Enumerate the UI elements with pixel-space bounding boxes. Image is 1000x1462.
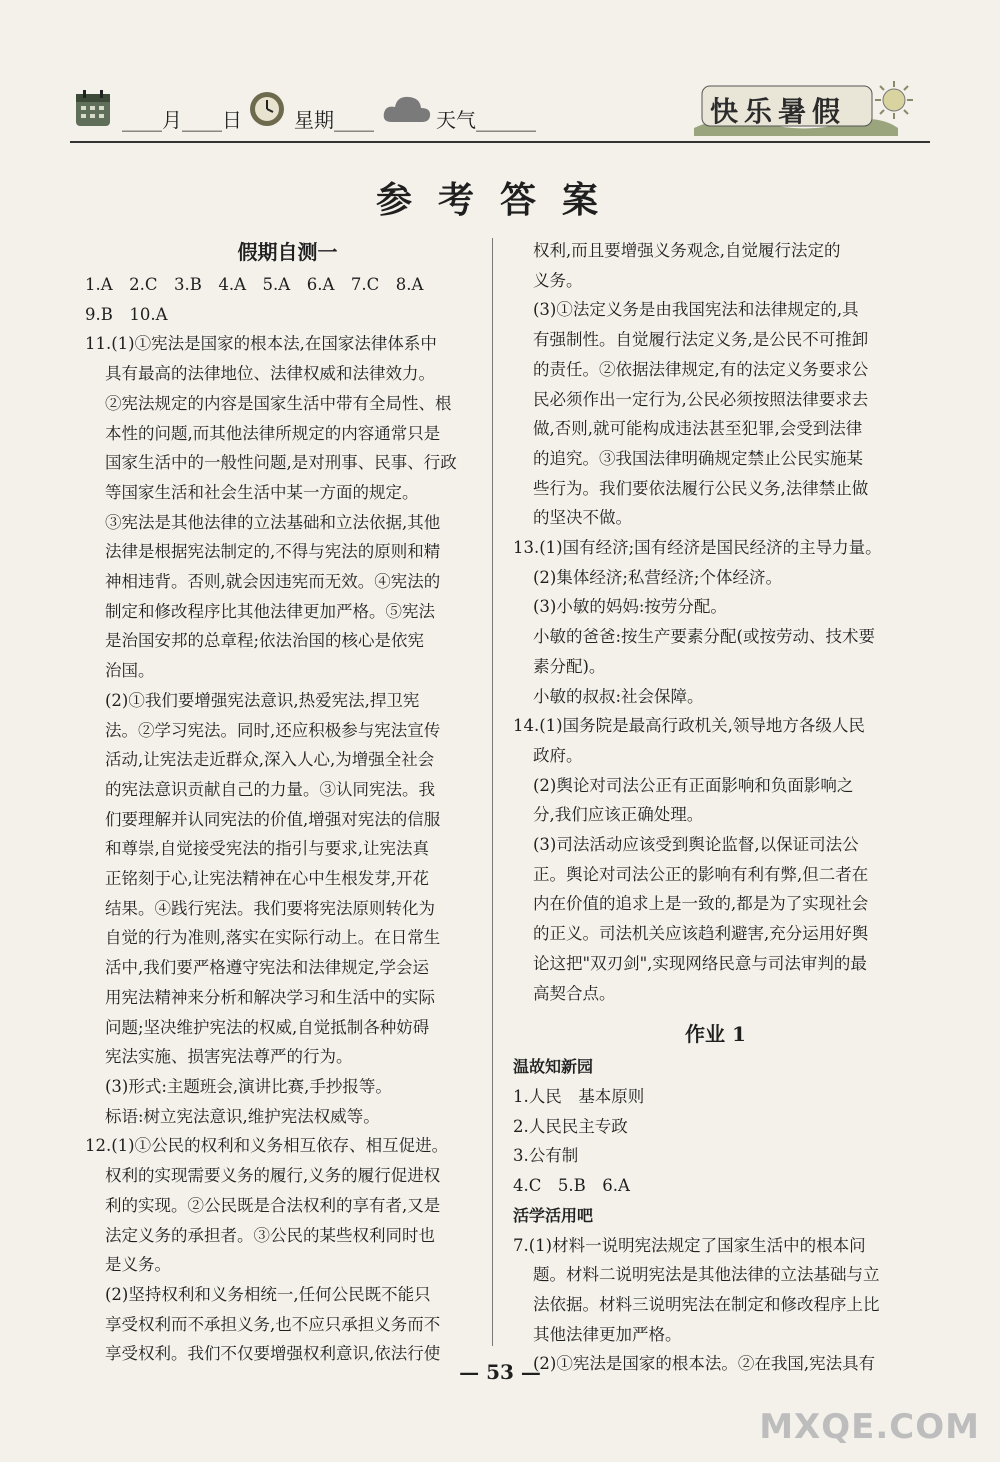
answer-line: 制定和修改程序比其他法律更加严格。⑤宪法: [105, 601, 435, 621]
answer-line: 自觉的行为准则,落实在实际行动上。在日常生: [105, 928, 441, 948]
answer-line: 的坚决不做。: [533, 508, 632, 528]
answer-line: (3)司法活动应该受到舆论监督,以保证司法公: [533, 835, 859, 855]
answer-line: 法。②学习宪法。同时,还应积极参与宪法宣传: [105, 720, 441, 740]
answer-line: 是义务。: [105, 1255, 171, 1275]
answer-line: 神相违背。否则,就会因违宪而无效。④宪法的: [105, 572, 441, 592]
month-day-field: ____月____日: [122, 108, 242, 132]
answer-line: 12.(1)①公民的权利和义务相互依存、相互促进。: [85, 1136, 449, 1156]
site-watermark: MXQE.COM: [759, 1407, 980, 1447]
answer-line: 和尊崇,自觉接受宪法的指引与要求,让宪法真: [105, 839, 429, 859]
answer-line: 7.(1)材料一说明宪法规定了国家生活中的根本问: [513, 1235, 866, 1255]
answer-line: 享受权利。我们不仅要增强权利意识,依法行使: [105, 1344, 441, 1364]
answer-line: 1.人民 基本原则: [513, 1086, 645, 1106]
answer-line: (2)①宪法是国家的根本法。②在我国,宪法具有: [533, 1354, 876, 1374]
weather-field: 天气______: [436, 108, 536, 132]
answer-line: 11.(1)①宪法是国家的根本法,在国家法律体系中: [85, 334, 437, 354]
left-column: [85, 236, 490, 1369]
answer-line: 用宪法精神来分析和解决学习和生活中的实际: [105, 987, 435, 1007]
answer-line: 国家生活中的一般性问题,是对刑事、民事、行政: [105, 453, 457, 473]
answer-line: 标语:树立宪法意识,维护宪法权威等。: [105, 1106, 380, 1126]
page-number: — 53 —: [459, 1360, 541, 1384]
right-column: [513, 236, 918, 1379]
answer-line: 论这把"双刃剑",实现网络民意与司法审判的最: [533, 953, 867, 973]
answer-line: 的正义。司法机关应该趋利避害,充分运用好舆: [533, 924, 869, 944]
cloud-icon: [382, 92, 432, 126]
answer-line: 其他法律更加严格。: [533, 1324, 682, 1344]
answer-line: 做,否则,就可能构成违法甚至犯罪,会受到法律: [533, 419, 863, 439]
calendar-icon: [74, 88, 112, 128]
answer-line: 高契合点。: [533, 983, 616, 1003]
weekday-field: 星期____: [294, 108, 374, 132]
answer-line: 等国家生活和社会生活中某一方面的规定。: [105, 482, 419, 502]
answer-line: 利的实现。②公民既是合法权利的享有者,又是: [105, 1195, 441, 1215]
answer-line: 权利,而且要增强义务观念,自觉履行法定的: [533, 241, 841, 260]
answer-line: 9.B 10.A: [85, 304, 168, 324]
answer-line: (2)坚持权利和义务相统一,任何公民既不能只: [105, 1284, 431, 1304]
answer-line: 的责任。②依据法律规定,有的法定义务要求公: [533, 359, 869, 379]
answer-line: 有强制性。自觉履行法定义务,是公民不可推卸: [533, 330, 869, 350]
answer-line: 法定义务的承担者。③公民的某些权利同时也: [105, 1225, 435, 1245]
answer-line: 正铭刻于心,让宪法精神在心中生根发芽,开花: [105, 869, 429, 889]
answer-line: (2)集体经济;私营经济;个体经济。: [533, 567, 782, 587]
right-answer-lines-a: [513, 236, 918, 1008]
answer-line: 本性的问题,而其他法律所规定的内容通常只是: [105, 423, 441, 443]
badge-text: 快乐暑假: [710, 95, 847, 128]
answer-line: 小敏的爸爸:按生产要素分配(或按劳动、技术要: [533, 627, 875, 647]
answer-line: 些行为。我们要依法履行公民义务,法律禁止做: [533, 478, 869, 498]
section-title-homework-1: 作业 1: [685, 1022, 746, 1047]
answer-line: 素分配)。: [533, 656, 606, 676]
sun-icon: [874, 80, 914, 120]
answer-line: 的宪法意识贡献自己的力量。③认同宪法。我: [105, 779, 435, 799]
holiday-badge: [688, 80, 913, 136]
subsection-practice: 活学活用吧: [513, 1205, 594, 1225]
answer-line: 宪法实施、损害宪法尊严的行为。: [105, 1047, 353, 1067]
answer-line: 分,我们应该正确处理。: [533, 805, 704, 825]
answer-line: 享受权利而不承担义务,也不应只承担义务而不: [105, 1314, 441, 1334]
answer-line: 民必须作出一定行为,公民必须按照法律要求去: [533, 389, 869, 409]
answer-line: 活中,我们要严格遵守宪法和法律规定,学会运: [105, 958, 429, 978]
answer-line: 政府。: [533, 745, 583, 765]
answer-line: ②宪法规定的内容是国家生活中带有全局性、根: [105, 393, 452, 413]
answer-line: 义务。: [533, 270, 583, 290]
answer-line: 法依据。材料三说明宪法在制定和修改程序上比: [533, 1294, 880, 1314]
answer-line: 内在价值的追求上是一致的,都是为了实现社会: [533, 894, 869, 914]
answer-line: 13.(1)国有经济;国有经济是国民经济的主导力量。: [513, 538, 882, 558]
clock-icon: [248, 90, 286, 128]
answer-line: 们要理解并认同宪法的价值,增强对宪法的信服: [105, 809, 441, 829]
answer-line: 问题;坚决维护宪法的权威,自觉抵制各种妨碍: [105, 1017, 430, 1037]
page-title: 参考答案: [375, 179, 624, 221]
answer-line: (2)舆论对司法公正有正面影响和负面影响之: [533, 775, 854, 795]
answer-line: (3)小敏的妈妈:按劳分配。: [533, 597, 727, 617]
answer-line: 3.公有制: [513, 1146, 579, 1166]
answer-line: 结果。④践行宪法。我们要将宪法原则转化为: [105, 898, 435, 918]
answer-line: 权利的实现需要义务的履行,义务的履行促进权: [105, 1166, 441, 1186]
answer-line: (2)①我们要增强宪法意识,热爱宪法,捍卫宪: [105, 690, 420, 710]
right-answer-lines-b: [513, 1082, 918, 1201]
answer-line: 4.C 5.B 6.A: [513, 1176, 630, 1196]
answer-line: 2.人民民主专政: [513, 1116, 628, 1136]
answer-line: 14.(1)国务院是最高行政机关,领导地方各级人民: [513, 716, 865, 736]
answer-line: 法律是根据宪法制定的,不得与宪法的原则和精: [105, 542, 441, 562]
right-answer-lines-c: [513, 1231, 918, 1380]
answer-line: (3)形式:主题班会,演讲比赛,手抄报等。: [105, 1076, 392, 1096]
left-answer-lines: [85, 270, 490, 1369]
answer-line: 题。材料二说明宪法是其他法律的立法基础与立: [533, 1265, 880, 1285]
answer-line: 是治国安邦的总章程;依法治国的核心是依宪: [105, 631, 425, 651]
answer-line: 小敏的叔叔:社会保障。: [533, 686, 704, 706]
answer-line: ③宪法是其他法律的立法基础和立法依据,其他: [105, 512, 441, 532]
answer-line: 1.A 2.C 3.B 4.A 5.A 6.A 7.C 8.A: [85, 275, 424, 294]
section-title-self-test: 假期自测一: [237, 240, 338, 264]
answer-line: 的追究。③我国法律明确规定禁止公民实施某: [533, 448, 863, 468]
answer-line: (3)①法定义务是由我国宪法和法律规定的,具: [533, 300, 859, 320]
answer-line: 具有最高的法律地位、法律权威和法律效力。: [105, 364, 435, 384]
answer-line: 治国。: [105, 661, 155, 681]
answer-line: 正。舆论对司法公正的影响有利有弊,但二者在: [533, 864, 869, 884]
column-divider: [492, 238, 493, 1346]
subsection-review: 温故知新园: [513, 1057, 594, 1077]
header-rule: [70, 141, 930, 143]
answer-line: 活动,让宪法走近群众,深入人心,为增强全社会: [105, 750, 435, 770]
